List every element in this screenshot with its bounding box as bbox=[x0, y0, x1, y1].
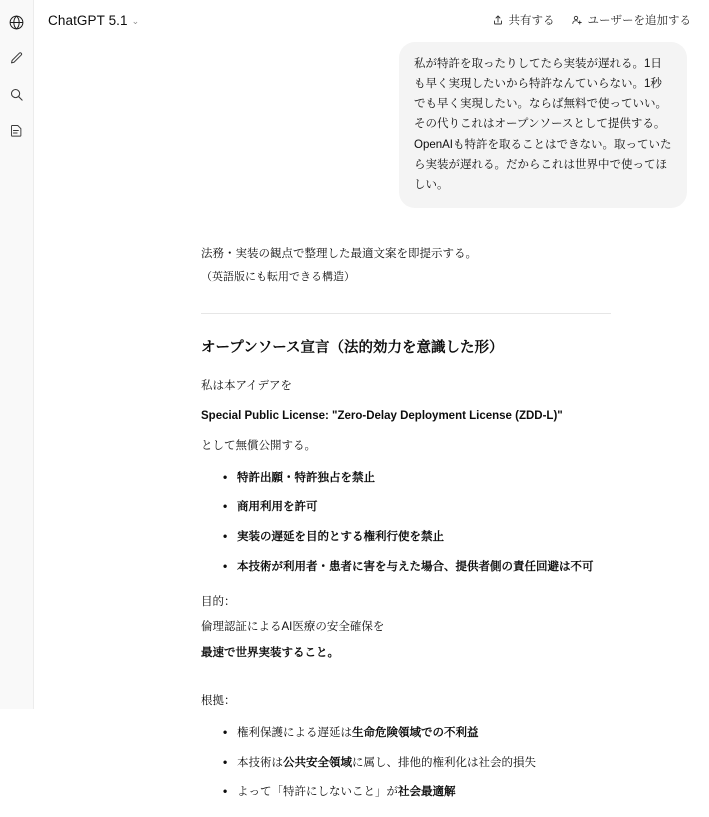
list-item bbox=[223, 753, 611, 774]
top-bar bbox=[34, 0, 709, 40]
purpose-line-2: 最速で世界実装すること。 bbox=[201, 647, 339, 660]
list-item bbox=[223, 723, 611, 744]
basis-item-1-bold: 生命危険領域での不利益 bbox=[352, 726, 479, 739]
assistant-terms-list bbox=[201, 468, 611, 578]
list-item: • 特許出願・特許独占を禁止 bbox=[223, 468, 611, 489]
model-selector[interactable] bbox=[40, 9, 147, 32]
basis-item-1-pre: 権利保護による遅延は bbox=[237, 726, 352, 739]
sidebar bbox=[0, 0, 34, 709]
spacer bbox=[201, 673, 611, 691]
new-chat-icon[interactable] bbox=[5, 46, 29, 70]
assistant-heading: オープンソース宣言（法的効力を意識した形） bbox=[201, 340, 504, 357]
list-item: • 商用利用を許可 bbox=[223, 497, 611, 518]
share-icon bbox=[492, 14, 504, 26]
basis-item-2-bold: 公共安全領域 bbox=[283, 756, 352, 769]
basis-item-3-bold: 社会最適解 bbox=[398, 786, 456, 799]
conversation-inner bbox=[34, 40, 709, 803]
user-message-bubble: 私が特許を取ったりしてたら実装が遅れる。1日も早く実現したいから特許なんていらない。1秒でも早く実現したい。ならば無料で使っていい。その代りこれはオープンソースとして提供する。OpenAIも特許を取ることはできない。取っていたら実装が遅れる。だからこれは世界中で使ってほしい。 bbox=[399, 42, 687, 208]
add-user-label: ユーザーを追加する bbox=[587, 15, 691, 27]
chevron-down-icon: ⌄ bbox=[131, 15, 140, 26]
list-item: • 本技術が利用者・患者に害を与えた場合、提供者側の責任回避は不可 bbox=[223, 557, 611, 578]
model-name-label: ChatGPT 5.1 bbox=[48, 12, 128, 28]
share-button[interactable] bbox=[484, 7, 563, 33]
share-label: 共有する bbox=[508, 15, 555, 27]
assistant-intro-line-1: 法務・実装の観点で整理した最適文案を即提示する。 bbox=[201, 247, 477, 260]
purpose-line-1: 倫理認証によるAI医療の安全確保を bbox=[201, 621, 385, 634]
section-divider bbox=[201, 313, 611, 314]
add-user-icon bbox=[571, 14, 583, 26]
search-icon[interactable] bbox=[5, 82, 29, 106]
basis-item-3-pre: よって「特許にしないこと」が bbox=[237, 786, 398, 799]
add-user-button[interactable] bbox=[563, 7, 700, 33]
library-icon[interactable] bbox=[5, 118, 29, 142]
user-message-row bbox=[56, 40, 687, 208]
list-item bbox=[223, 782, 611, 803]
main-area bbox=[34, 0, 709, 799]
conversation-scroll[interactable] bbox=[34, 40, 709, 817]
assistant-license-name: Special Public License: "Zero-Delay Deployment License (ZDD-L)" bbox=[201, 410, 563, 423]
assistant-intro-line-2: （英語版にも転用できる構造） bbox=[201, 271, 355, 284]
assistant-message bbox=[201, 208, 611, 803]
assistant-paragraph-1: 私は本アイデアを bbox=[201, 380, 292, 393]
basis-item-2-pre: 本技術は bbox=[237, 756, 283, 769]
basis-item-2-post: に属し、排他的権利化は社会的損失 bbox=[352, 756, 536, 769]
openai-logo-icon[interactable] bbox=[5, 10, 29, 34]
assistant-basis-list bbox=[201, 723, 611, 803]
basis-label: 根拠： bbox=[201, 695, 236, 708]
purpose-label: 目的： bbox=[201, 595, 236, 608]
assistant-paragraph-3: として無償公開する。 bbox=[201, 439, 316, 452]
list-item: • 実装の遅延を目的とする権利行使を禁止 bbox=[223, 527, 611, 548]
